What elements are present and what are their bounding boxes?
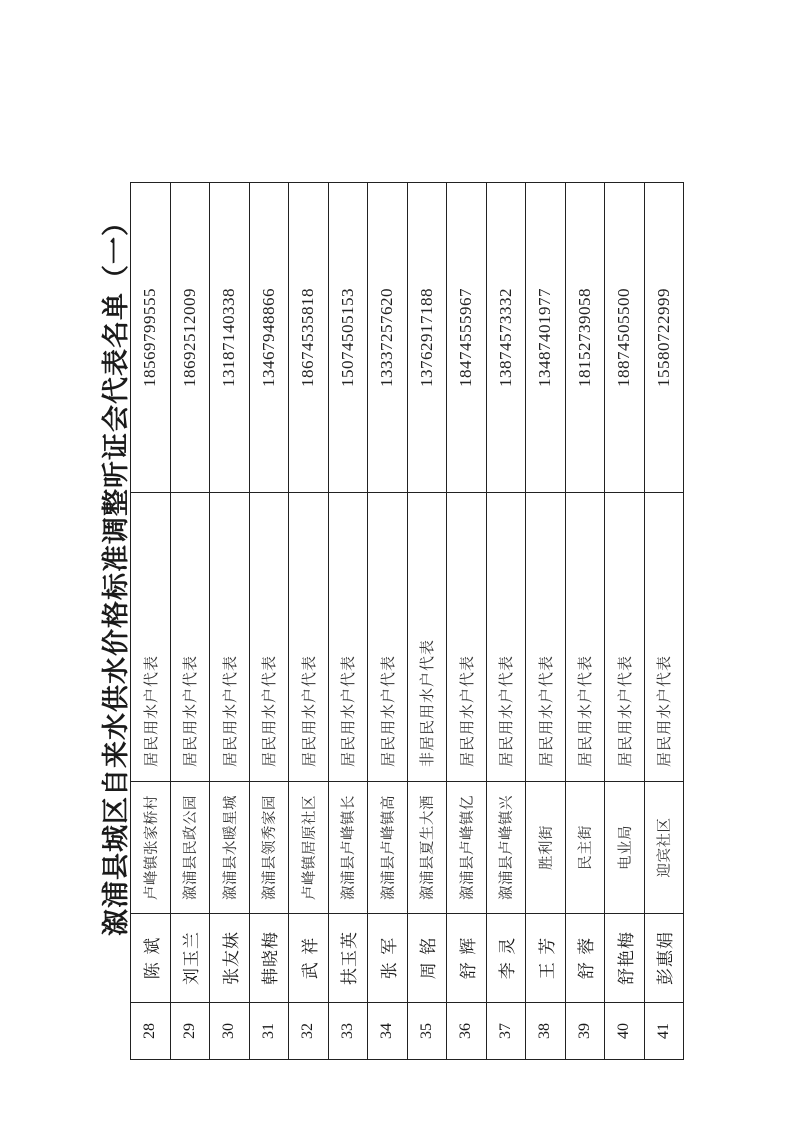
representative-address: 溆浦县卢峰镇高 [368, 782, 408, 914]
representative-type: 居民用水户代表 [210, 493, 250, 782]
row-number: 33 [328, 1003, 368, 1060]
representative-name: 李 灵 [486, 914, 526, 1003]
row-number: 35 [407, 1003, 447, 1060]
representative-address: 胜利街 [526, 782, 566, 914]
representative-type: 居民用水户代表 [131, 493, 171, 782]
representative-type: 居民用水户代表 [447, 493, 487, 782]
representative-phone: 18569799555 [131, 183, 171, 493]
representative-address: 迎宾社区 [644, 782, 684, 914]
representative-phone: 18674535818 [289, 183, 329, 493]
representative-type: 居民用水户代表 [565, 493, 605, 782]
table-row [526, 183, 566, 1060]
representative-name: 武 祥 [289, 914, 329, 1003]
representative-address: 溆浦县民政公园 [170, 782, 210, 914]
representative-table [130, 182, 684, 1060]
row-number: 37 [486, 1003, 526, 1060]
table-row [605, 183, 645, 1060]
row-number: 38 [526, 1003, 566, 1060]
representative-phone: 13337257620 [368, 183, 408, 493]
representative-phone: 15074505153 [328, 183, 368, 493]
row-number: 34 [368, 1003, 408, 1060]
row-number: 28 [131, 1003, 171, 1060]
row-number: 30 [210, 1003, 250, 1060]
representative-name: 刘玉兰 [170, 914, 210, 1003]
representative-name: 王 芳 [526, 914, 566, 1003]
representative-address: 卢峰镇张家桥村 [131, 782, 171, 914]
representative-address: 电业局 [605, 782, 645, 914]
row-number: 39 [565, 1003, 605, 1060]
table-row [565, 183, 605, 1060]
table-row [170, 183, 210, 1060]
representative-name: 舒艳梅 [605, 914, 645, 1003]
representative-phone: 13874573332 [486, 183, 526, 493]
row-number: 29 [170, 1003, 210, 1060]
representative-type: 居民用水户代表 [328, 493, 368, 782]
row-number: 36 [447, 1003, 487, 1060]
representative-name: 张 军 [368, 914, 408, 1003]
representative-name: 扶玉英 [328, 914, 368, 1003]
representative-phone: 15580722999 [644, 183, 684, 493]
representative-type: 居民用水户代表 [249, 493, 289, 782]
representative-type: 居民用水户代表 [605, 493, 645, 782]
representative-phone: 18474555967 [447, 183, 487, 493]
representative-type: 居民用水户代表 [526, 493, 566, 782]
representative-type: 居民用水户代表 [644, 493, 684, 782]
table-row [210, 183, 250, 1060]
representative-type: 居民用水户代表 [486, 493, 526, 782]
representative-address: 溆浦县夏生大酒 [407, 782, 447, 914]
representative-phone: 18152739058 [565, 183, 605, 493]
row-number: 41 [644, 1003, 684, 1060]
representative-name: 舒 辉 [447, 914, 487, 1003]
table-row [289, 183, 329, 1060]
table-row [447, 183, 487, 1060]
representative-name: 舒 蓉 [565, 914, 605, 1003]
row-number: 31 [249, 1003, 289, 1060]
representative-phone: 13487401977 [526, 183, 566, 493]
representative-type: 居民用水户代表 [289, 493, 329, 782]
table-row [328, 183, 368, 1060]
table-row [407, 183, 447, 1060]
row-number: 32 [289, 1003, 329, 1060]
representative-address: 卢峰镇居原社区 [289, 782, 329, 914]
representative-address: 溆浦县领秀家园 [249, 782, 289, 914]
representative-type: 非居民用水户代表 [407, 493, 447, 782]
representative-address: 溆浦县卢峰镇兴 [486, 782, 526, 914]
document-title: 溆浦县城区自来水供水价格标准调整听证会代表名单（一） [101, 208, 132, 936]
representative-address: 民主街 [565, 782, 605, 914]
table-row [368, 183, 408, 1060]
representative-phone: 18874505500 [605, 183, 645, 493]
representative-address: 溆浦县卢峰镇亿 [447, 782, 487, 914]
representative-name: 陈 斌 [131, 914, 171, 1003]
representative-address: 溆浦县水暖星城 [210, 782, 250, 914]
representative-name: 韩晓梅 [249, 914, 289, 1003]
row-number: 40 [605, 1003, 645, 1060]
representative-address: 溆浦县卢峰镇长 [328, 782, 368, 914]
representative-type: 居民用水户代表 [170, 493, 210, 782]
representative-phone: 13762917188 [407, 183, 447, 493]
representative-name: 彭惠娟 [644, 914, 684, 1003]
representative-phone: 18692512009 [170, 183, 210, 493]
table-row [249, 183, 289, 1060]
representative-phone: 13187140338 [210, 183, 250, 493]
table-row [644, 183, 684, 1060]
representative-name: 张友妹 [210, 914, 250, 1003]
table-row [486, 183, 526, 1060]
representative-name: 周 铭 [407, 914, 447, 1003]
representative-type: 居民用水户代表 [368, 493, 408, 782]
representative-phone: 13467948866 [249, 183, 289, 493]
table-row [131, 183, 171, 1060]
